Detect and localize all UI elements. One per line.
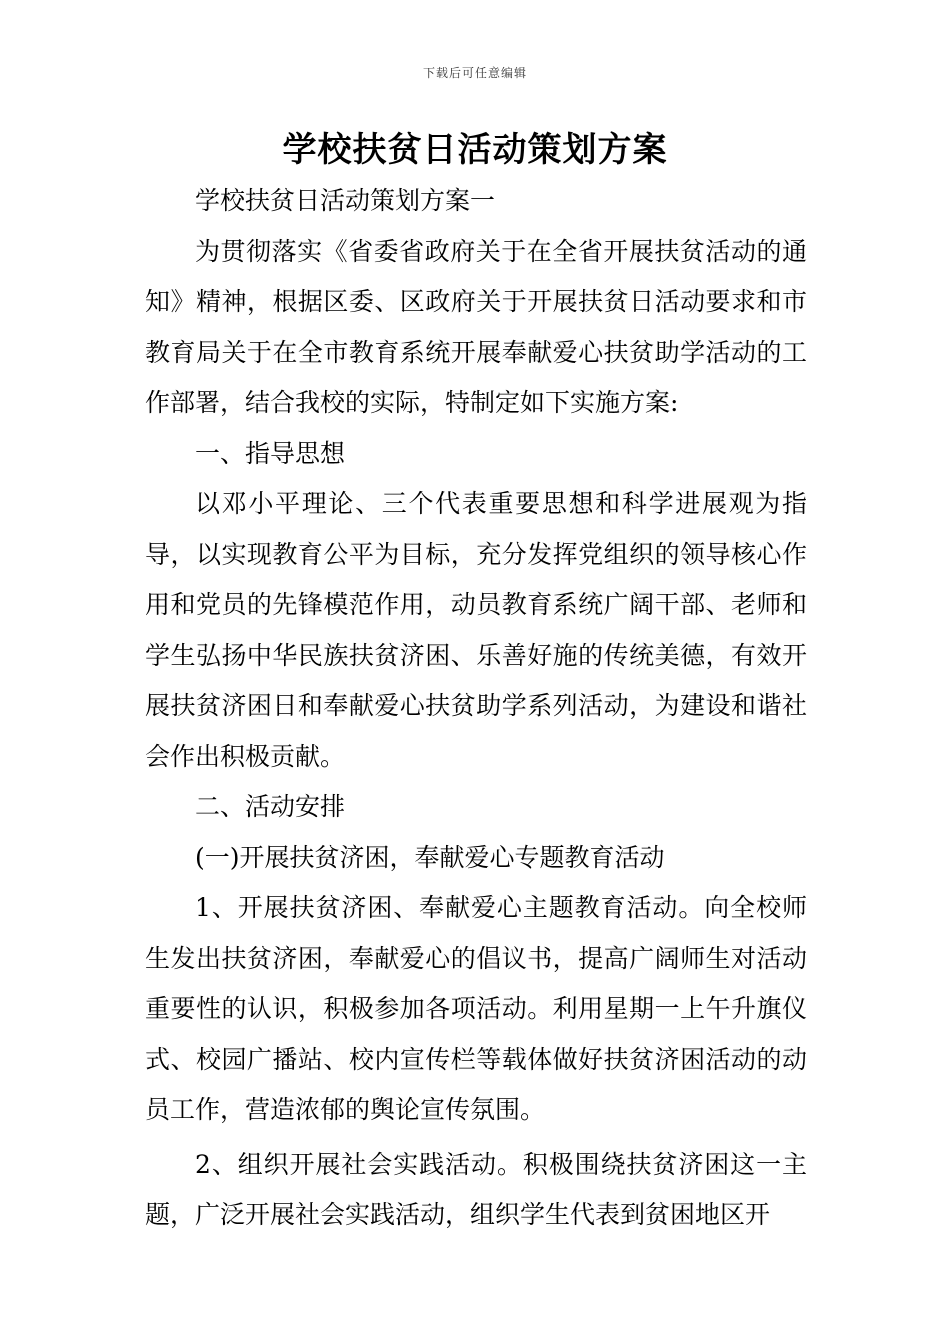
document-body <box>145 176 807 1241</box>
subsection-heading-education-activity: (一)开展扶贫济困，奉献爱心专题教育活动 <box>195 842 665 872</box>
header-note: 下载后可任意编辑 <box>422 66 527 80</box>
paragraph-subtitle: 学校扶贫日活动策划方案一 <box>195 186 496 215</box>
paragraph-item-2: 2、组织开展社会实践活动。积极围绕扶贫济困这一主题，广泛开展社会实践活动，组织学生代表到贫困地区开 <box>145 1149 807 1229</box>
paragraph-guiding-ideology: 以邓小平理论、三个代表重要思想和科学进展观为指导，以实现教育公平为目标，充分发挥党组织的领导核心作用和党员的先锋模范作用，动员教育系统广阔干部、老师和学生弘扬中华民族扶贫济困、乐善好施的传统美德，有效开展扶贫济困日和奉献爱心扶贫助学系列活动，为建设和谐社会作出积极贡献。 <box>145 489 807 771</box>
section-heading-guiding-ideology: 一、指导思想 <box>195 438 346 468</box>
paragraph-item-1: 1、开展扶贫济困、奉献爱心主题教育活动。向全校师生发出扶贫济困，奉献爱心的倡议书，提高广阔师生对活动重要性的认识，积极参加各项活动。利用星期一上午升旗仪式、校园广播站、校内宣传栏等载体做好扶贫济困活动的动员工作，营造浓郁的舆论宣传氛围。 <box>145 893 807 1124</box>
document-title: 学校扶贫日活动策划方案 <box>282 130 668 170</box>
paragraph-intro: 为贯彻落实《省委省政府关于在全省开展扶贫活动的通知》精神，根据区委、区政府关于开展扶贫日活动要求和市教育局关于在全市教育系统开展奉献爱心扶贫助学活动的工作部署，结合我校的实际，特制定如下实施方案: <box>145 236 807 417</box>
section-heading-activity-arrangement: 二、活动安排 <box>195 792 346 821</box>
